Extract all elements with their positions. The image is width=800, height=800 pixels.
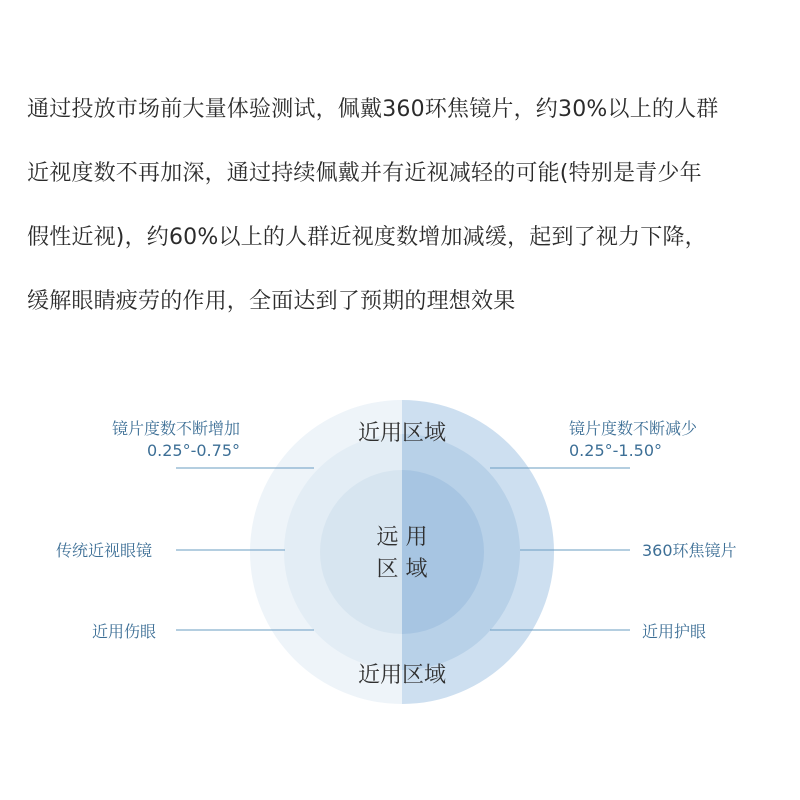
paragraph-line-1: 通过投放市场前大量体验测试，佩戴360环焦镜片，约30%以上的人群 (27, 97, 719, 122)
left-top-label-line1: 镜片度数不断增加 (111, 419, 240, 438)
lens-zone-diagram (0, 380, 800, 780)
paragraph-line-4: 缓解眼睛疲劳的作用，全面达到了预期的理想效果 (27, 289, 516, 314)
top-near-zone-label: 近用区域 (357, 421, 446, 446)
left-top-label-line2: 0.25°-0.75° (146, 441, 240, 460)
paragraph-line-2: 近视度数不再加深，通过持续佩戴并有近视减轻的可能(特别是青少年 (27, 161, 702, 186)
left-middle-label: 传统近视眼镜 (56, 541, 153, 560)
paragraph-line-3: 假性近视)，约60%以上的人群近视度数增加减缓，起到了视力下降， (27, 225, 707, 250)
right-top-label-line1: 镜片度数不断减少 (569, 419, 698, 438)
right-top-label-line2: 0.25°-1.50° (569, 441, 663, 460)
far-zone-label-line1: 远 用 (376, 525, 428, 550)
bottom-near-zone-label: 近用区域 (357, 663, 446, 688)
right-middle-label: 360环焦镜片 (642, 541, 737, 560)
description-paragraph (27, 78, 787, 334)
left-bottom-label: 近用伤眼 (92, 622, 157, 641)
far-zone-label-line2: 区 域 (376, 557, 428, 582)
right-bottom-label: 近用护眼 (642, 622, 707, 641)
